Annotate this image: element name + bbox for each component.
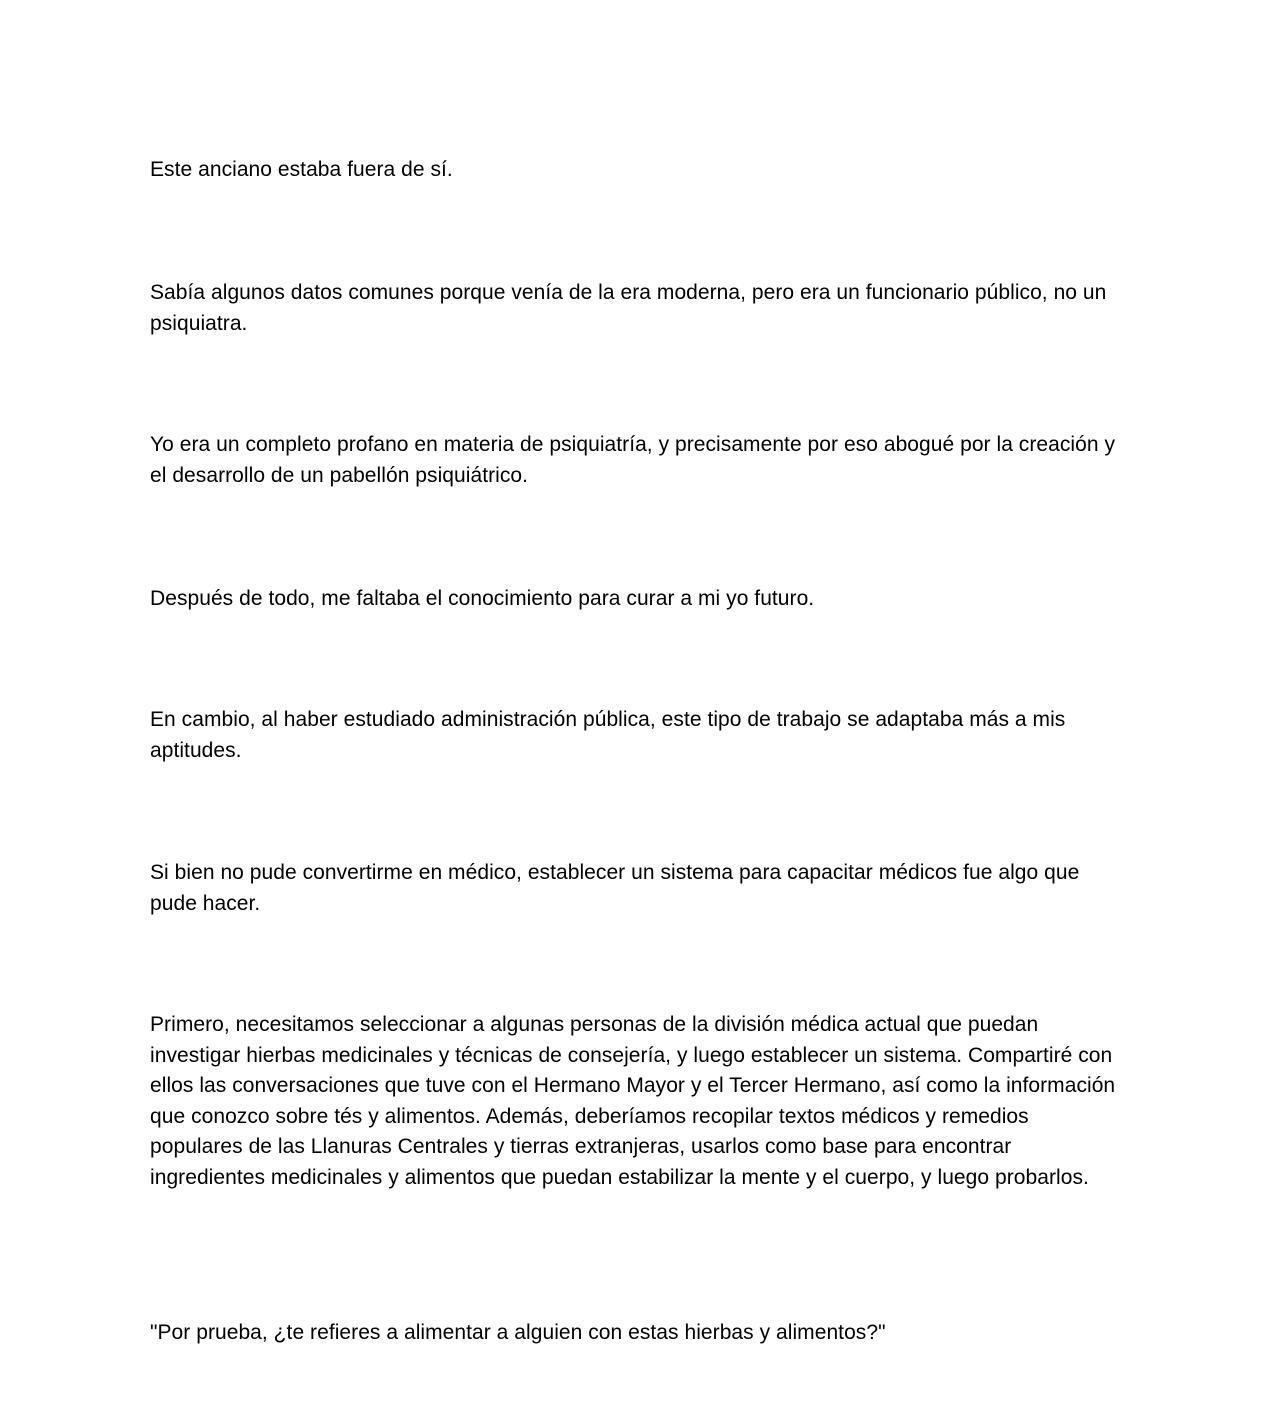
paragraph: Sabía algunos datos comunes porque venía de la era moderna, pero era un funcionario público, no un psiquiatra.	[150, 281, 1107, 335]
paragraph: Si bien no pude convertirme en médico, establecer un sistema para capacitar médicos fue algo que pude hacer.	[150, 861, 1080, 915]
paragraph: Yo era un completo profano en materia de psiquiatría, y precisamente por eso abogué por la creación y el desarrollo de un pabellón psiquiátrico.	[150, 433, 1116, 487]
paragraph: En cambio, al haber estudiado administración pública, este tipo de trabajo se adaptaba más a mis aptitudes.	[150, 708, 1066, 762]
paragraph: Primero, necesitamos seleccionar a algunas personas de la división médica actual que puedan investigar hierbas medicinales y técnicas de consejería, y luego establecer un sistema. Compartiré con ellos las conversaciones que tuve con el Hermano Mayor y el Tercer Hermano, así como la información que conozco sobre tés y alimentos. Además, deberíamos recopilar textos médicos y remedios populares de las Llanuras Centrales y tierras extranjeras, usarlos como base para encontrar ingredientes medicinales y alimentos que puedan estabilizar la mente y el cuerpo, y luego probarlos.	[150, 1013, 1116, 1189]
paragraph: "Por prueba, ¿te refieres a alimentar a alguien con estas hierbas y alimentos?"	[150, 1321, 886, 1344]
paragraph: Después de todo, me faltaba el conocimiento para curar a mi yo futuro.	[150, 587, 815, 610]
paragraph: Este anciano estaba fuera de sí.	[150, 158, 453, 181]
